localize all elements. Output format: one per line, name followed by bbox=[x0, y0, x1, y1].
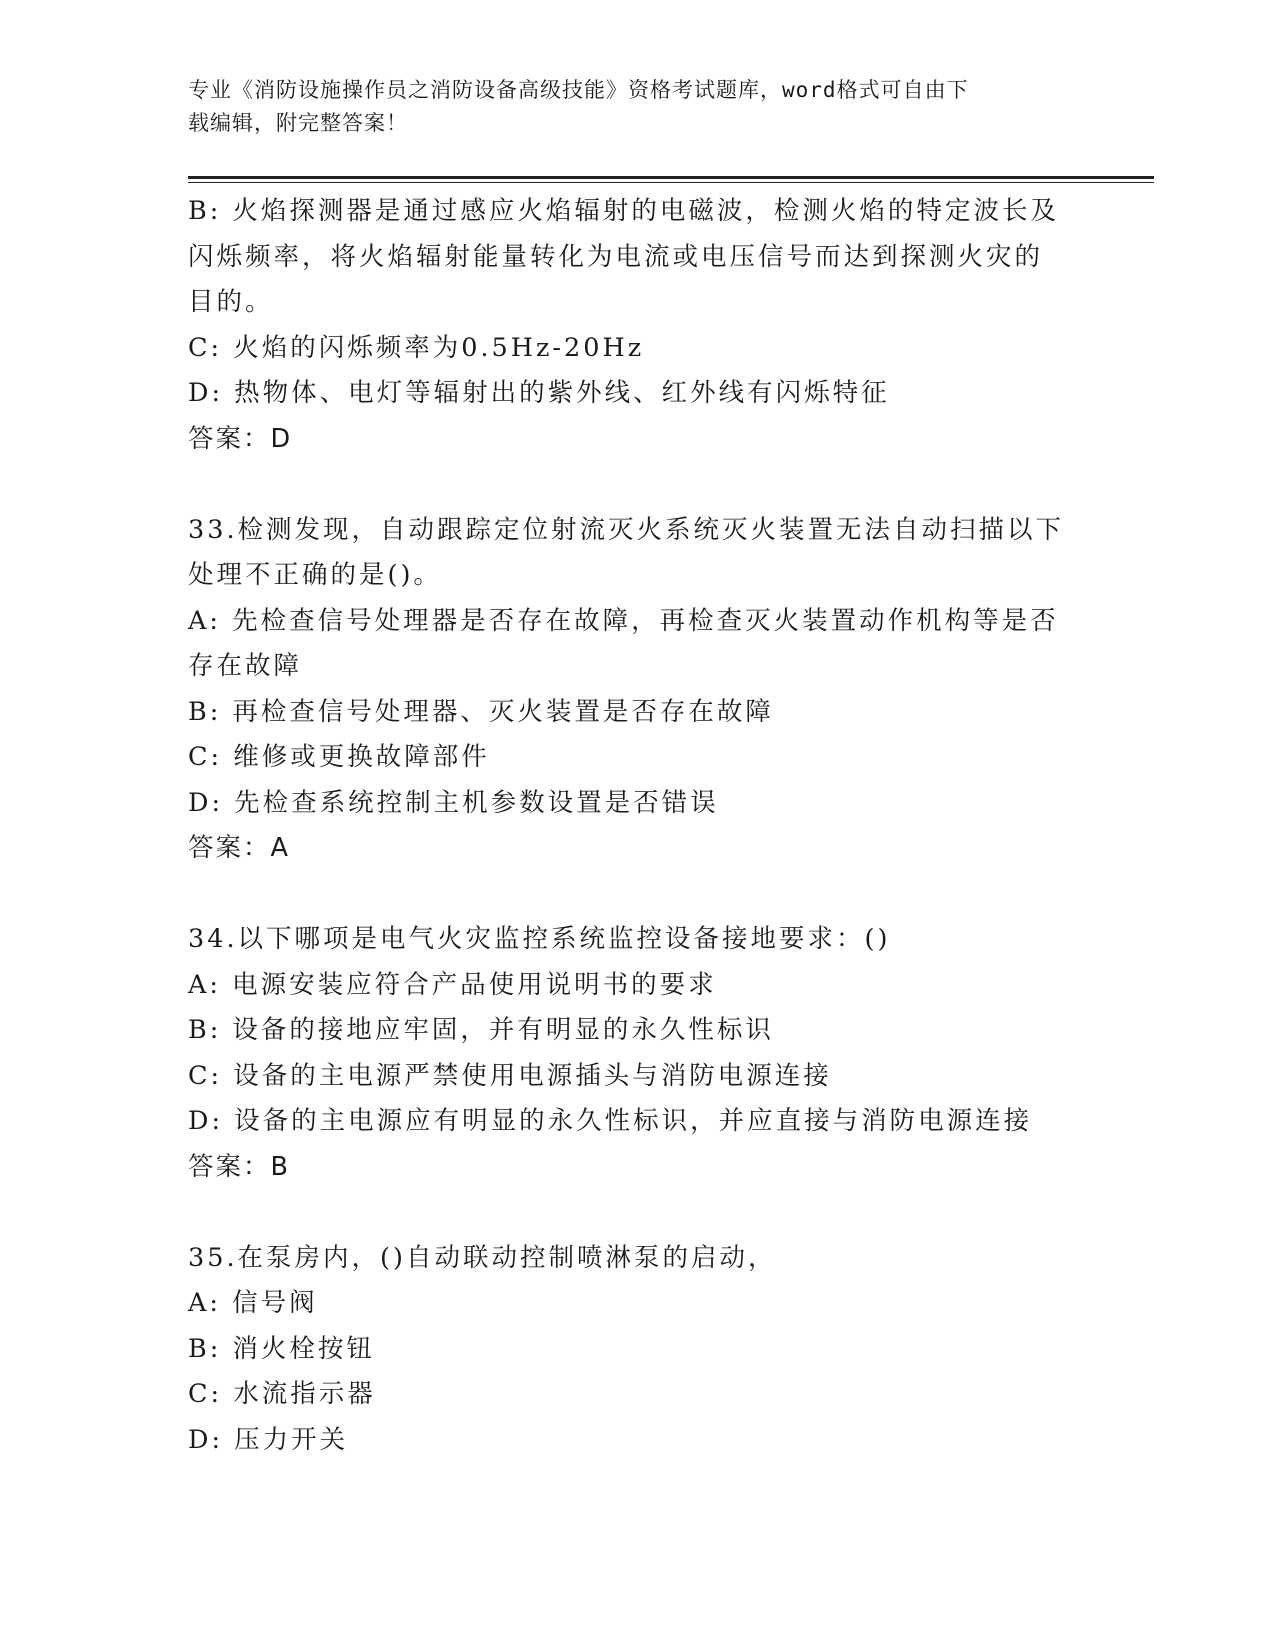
answer-line: 答案：A bbox=[188, 833, 290, 863]
question-content bbox=[188, 189, 1088, 1463]
spacer bbox=[188, 1190, 1088, 1236]
option-c: C: 水流指示器 bbox=[188, 1379, 376, 1409]
option-d: D: 压力开关 bbox=[188, 1424, 349, 1455]
question-33-block bbox=[188, 508, 1088, 872]
option-c: C: 设备的主电源严禁使用电源插头与消防电源连接 bbox=[188, 1060, 832, 1091]
spacer bbox=[188, 872, 1088, 918]
header-line-1: 专业《消防设施操作员之消防设备高级技能》资格考试题库，word格式可自由下 bbox=[188, 78, 969, 102]
option-a: A: 电源安装应符合产品使用说明书的要求 bbox=[188, 969, 717, 1000]
header-rule-thick bbox=[188, 176, 1154, 179]
spacer bbox=[188, 462, 1088, 508]
question-stem: 35.在泵房内，()自动联动控制喷淋泵的启动， bbox=[188, 1242, 777, 1273]
option-b: B: 消火栓按钮 bbox=[188, 1333, 375, 1364]
option-c: C: 火焰的闪烁频率为0.5Hz-20Hz bbox=[188, 332, 645, 363]
option-d: D: 先检查系统控制主机参数设置是否错误 bbox=[188, 787, 719, 818]
option-a: A: 信号阀 bbox=[188, 1288, 318, 1318]
answer-line: 答案：D bbox=[188, 423, 293, 454]
option-a-line-1: A: 先检查信号处理器是否存在故障，再检查灭火装置动作机构等是否 bbox=[188, 605, 1059, 636]
question-stem-line-2: 处理不正确的是()。 bbox=[188, 560, 442, 590]
header-rule-thin bbox=[188, 182, 1154, 183]
answer-line: 答案：B bbox=[188, 1151, 290, 1182]
option-b-line-1: B: 火焰探测器是通过感应火焰辐射的电磁波，检测火焰的特定波长及 bbox=[188, 196, 1059, 226]
option-c: C: 维修或更换故障部件 bbox=[188, 742, 490, 772]
prev-question-block bbox=[188, 189, 1088, 462]
option-d: D: 热物体、电灯等辐射出的紫外线、红外线有闪烁特征 bbox=[188, 378, 890, 408]
header-line-2: 载编辑，附完整答案！ bbox=[188, 111, 408, 135]
option-b-line-3: 目的。 bbox=[188, 287, 274, 317]
option-a-line-2: 存在故障 bbox=[188, 651, 303, 681]
question-35-block bbox=[188, 1236, 1088, 1464]
option-d: D: 设备的主电源应有明显的永久性标识，并应直接与消防电源连接 bbox=[188, 1106, 1033, 1136]
question-34-block bbox=[188, 917, 1088, 1190]
option-b: B: 再检查信号处理器、灭火装置是否存在故障 bbox=[188, 696, 774, 727]
question-stem-line-1: 33.检测发现，自动跟踪定位射流灭火系统灭火装置无法自动扫描以下 bbox=[188, 514, 1065, 545]
page-header bbox=[188, 74, 1068, 140]
option-b: B: 设备的接地应牢固，并有明显的永久性标识 bbox=[188, 1015, 774, 1045]
option-b-line-2: 闪烁频率，将火焰辐射能量转化为电流或电压信号而达到探测火灾的 bbox=[188, 241, 1044, 272]
question-stem: 34.以下哪项是电气火灾监控系统监控设备接地要求：() bbox=[188, 924, 891, 954]
